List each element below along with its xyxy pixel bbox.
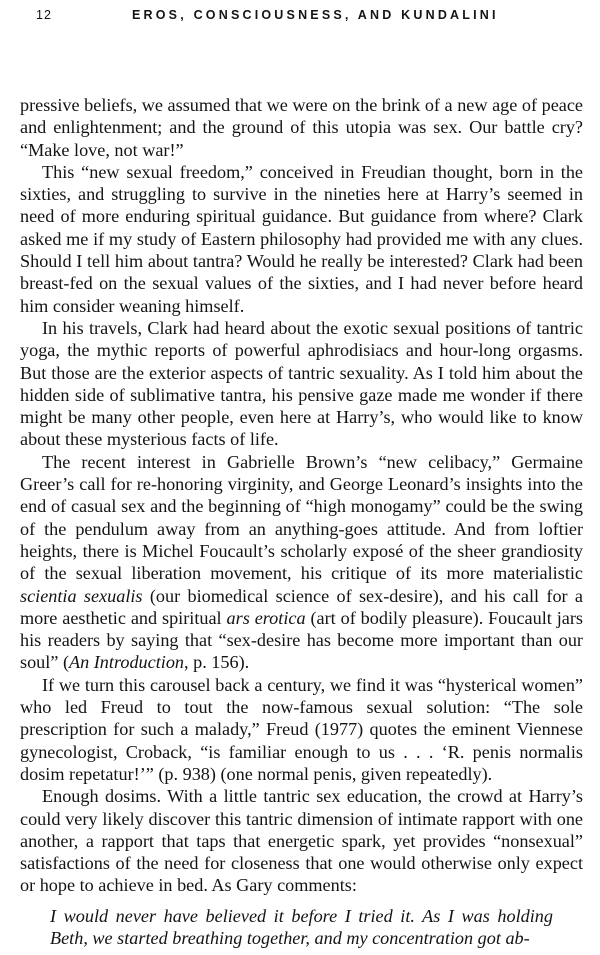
- page-header: [36, 8, 580, 28]
- paragraph-text: The recent interest in Gabrielle Brown’s “new celibacy,” Germaine Greer’s call for re-honoring virginity, and George Leonard’s insights into the end of casual sex and the beginning of “high monogamy” could be the swing of the pendulum away from an anything-goes attitude. And from loftier heights, there is Michel Foucault’s scholarly exposé of the sheer grandiosity of the sexual liberation movement, his critique of its more materialistic: [20, 451, 583, 584]
- paragraph-text: In his travels, Clark had heard about the exotic sexual positions of tantric yoga, the mythic reports of powerful aphrodisiacs and hour-long orgasms. But those are the exterior aspects of tantric sexuality. As I told him about the hidden side of sublimative tantra, his pensive gaze made me wonder if there might be many other people, even here at Harry’s, who would like to know about these mysterious facts of life.: [20, 317, 583, 450]
- paragraph: [20, 161, 583, 317]
- book-title: An Introduction: [69, 652, 185, 673]
- paragraph-text: , p. 156).: [184, 652, 250, 673]
- paragraph-text: If we turn this carousel back a century, we find it was “hysterical women” who led Freud to tout the now-famous sexual solution: “The sole prescription for such a malady,” Freud (1977) quotes the eminent Viennese gynecologist, Croback, “is familiar enough to us . . . ‘R. penis normalis dosim repetatur!’” (p. 938) (one normal penis, given repeatedly).: [20, 674, 583, 784]
- block-quote: I would never have believed it before I tried it. As I was holding Beth, we started breathing together, and my concentration got ab-: [50, 906, 553, 949]
- body-text: [20, 94, 583, 897]
- paragraph: [20, 451, 583, 674]
- paragraph-text: (art of bodily pleasure). Foucault jars his readers by saying that “sex-desire has become more important than our soul” (: [20, 607, 584, 673]
- paragraph: [20, 317, 583, 451]
- italic-term: ars erotica: [226, 607, 306, 628]
- paragraph: [20, 94, 583, 161]
- paragraph-text: pressive beliefs, we assumed that we were on the brink of a new age of peace and enlightenment; and the ground of this utopia was sex. Our battle cry? “Make love, not war!”: [20, 95, 583, 160]
- paragraph-text: This “new sexual freedom,” conceived in Freudian thought, born in the sixties, and struggling to survive in the nineties here at Harry’s seemed in need of more enduring spiritual guidance. But guidance from where? Clark asked me if my study of Eastern philosophy had provided me with any clues. Should I tell him about tantra? Would he really be interested? Clark had been breast-fed on the sexual values of the sixties, and I had never before heard him consider weaning himself.: [20, 161, 583, 316]
- paragraph-text: (our biomedical science of sex-desire), and his call for a more aesthetic and spiritual: [20, 585, 583, 628]
- running-head: EROS, CONSCIOUSNESS, AND KUNDALINI: [132, 8, 499, 22]
- italic-term: scientia sexualis: [20, 585, 143, 606]
- paragraph-text: Enough dosims. With a little tantric sex education, the crowd at Harry’s could very likely discover this tantric dimension of intimate rapport with one another, a rapport that taps that energetic spark, yet provides “nonsexual” satisfactions of the need for closeness that one would otherwise only expect or hope to achieve in bed. As Gary comments:: [20, 786, 583, 896]
- paragraph: [20, 785, 583, 896]
- paragraph: [20, 674, 583, 785]
- page-number: 12: [36, 8, 52, 22]
